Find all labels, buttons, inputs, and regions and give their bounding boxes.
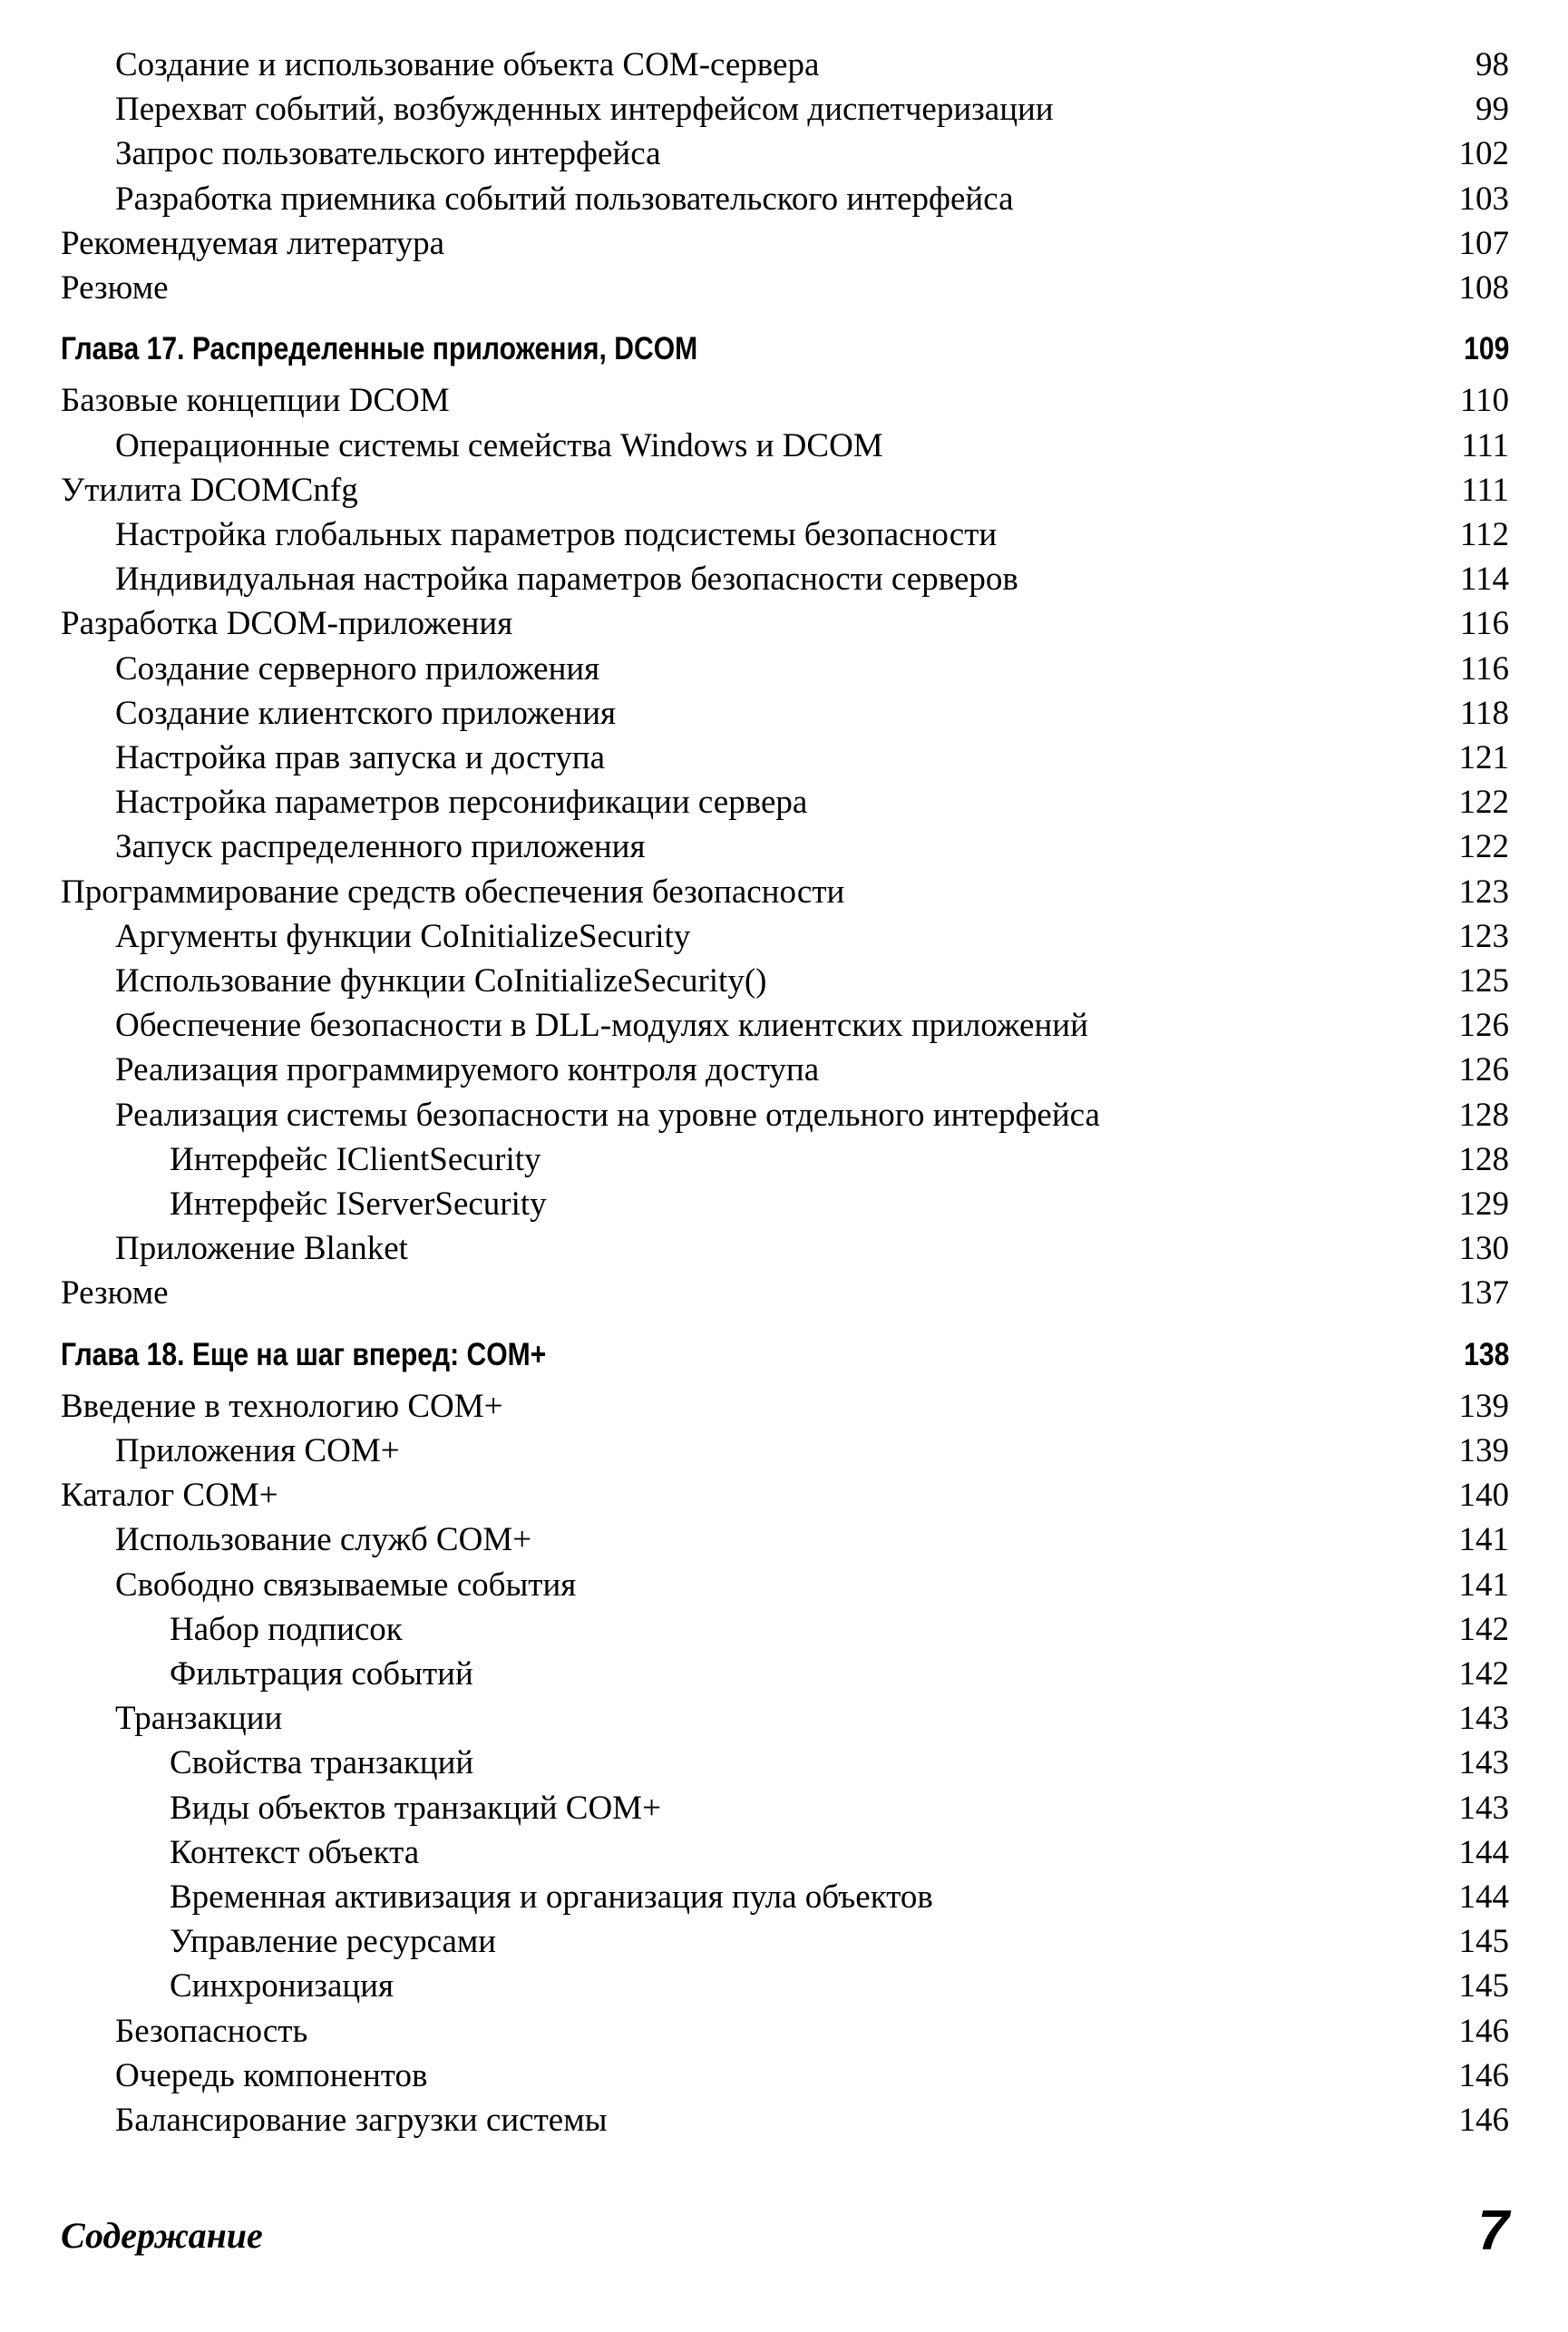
toc-entry-title: Запрос пользовательского интерфейса bbox=[115, 135, 661, 172]
toc-entry-title: Настройка прав запуска и доступа bbox=[115, 739, 606, 776]
toc-entry-title: Создание серверного приложения bbox=[115, 650, 600, 688]
toc-entry-title: Базовые концепции DCOM bbox=[61, 382, 450, 419]
toc-entry-page: 123 bbox=[1458, 873, 1509, 911]
toc-entry bbox=[0, 268, 1568, 309]
toc-entry-page: 111 bbox=[1461, 427, 1509, 464]
chapter-title: Глава 18. Еще на шаг вперед: COM+ bbox=[61, 1337, 547, 1372]
toc-entry bbox=[0, 1742, 1568, 1784]
toc-entry bbox=[0, 1386, 1568, 1428]
toc-entry-title: Использование служб COM+ bbox=[115, 1521, 532, 1558]
toc-entry-page: 144 bbox=[1458, 1878, 1509, 1916]
toc-entry-page: 123 bbox=[1458, 918, 1509, 955]
toc-entry-title: Интерфейс IClientSecurity bbox=[170, 1141, 541, 1178]
toc-entry-title: Запуск распределенного приложения bbox=[115, 828, 646, 865]
toc-entry-page: 143 bbox=[1458, 1700, 1509, 1737]
toc-entry-page: 145 bbox=[1458, 1923, 1509, 1960]
toc-entry bbox=[0, 916, 1568, 958]
toc-entry bbox=[0, 1273, 1568, 1314]
toc-entry bbox=[0, 2100, 1568, 2142]
toc-entry-page: 110 bbox=[1459, 382, 1509, 419]
toc-entry-page: 141 bbox=[1458, 1566, 1509, 1604]
page-number: 7 bbox=[1477, 2200, 1509, 2262]
toc-entry-page: 141 bbox=[1458, 1521, 1509, 1558]
toc-entry bbox=[0, 2055, 1568, 2097]
toc-entry bbox=[0, 44, 1568, 86]
toc-entry-title: Приложения COM+ bbox=[115, 1432, 400, 1469]
toc-entry-title: Перехват событий, возбужденных интерфейсом диспетчеризации bbox=[115, 91, 1054, 128]
toc-entry-title: Свободно связываемые события bbox=[115, 1566, 577, 1604]
toc-entry-page: 129 bbox=[1458, 1186, 1509, 1223]
toc-entry-page: 126 bbox=[1458, 1007, 1509, 1044]
toc-entry bbox=[0, 1475, 1568, 1517]
toc-entry-title: Каталог COM+ bbox=[61, 1477, 278, 1514]
toc-entry-page: 128 bbox=[1458, 1097, 1509, 1134]
toc-entry-title: Обеспечение безопасности в DLL-модулях клиентских приложений bbox=[115, 1007, 1088, 1044]
toc-entry-title: Свойства транзакций bbox=[170, 1744, 474, 1781]
toc-entry-page: 144 bbox=[1458, 1834, 1509, 1871]
toc-entry-title: Использование функции CoInitializeSecurity() bbox=[115, 962, 767, 1000]
toc-entry-title: Реализация системы безопасности на уровне отдельного интерфейса bbox=[115, 1097, 1100, 1134]
toc-entry-title: Аргументы функции CoInitializeSecurity bbox=[115, 918, 691, 955]
toc-entry-title: Создание и использование объекта СОМ-сервера bbox=[115, 46, 820, 83]
chapter-page-number: 109 bbox=[1463, 331, 1509, 366]
toc-entry-page: 121 bbox=[1458, 739, 1509, 776]
toc-entry-page: 145 bbox=[1458, 1967, 1509, 2005]
toc-entry-page: 98 bbox=[1475, 46, 1509, 83]
toc-entry-title: Интерфейс IServerSecurity bbox=[170, 1186, 547, 1223]
toc-entry-page: 112 bbox=[1459, 516, 1509, 553]
toc-entry-page: 146 bbox=[1458, 2013, 1509, 2050]
toc-entry-title: Синхронизация bbox=[170, 1967, 394, 2005]
toc-entry-title: Реализация программируемого контроля доступа bbox=[115, 1051, 820, 1088]
toc-entry bbox=[0, 1966, 1568, 2007]
toc-entry bbox=[0, 1228, 1568, 1270]
toc-entry-title: Рекомендуемая литература bbox=[61, 225, 445, 262]
toc-entry bbox=[0, 1184, 1568, 1225]
toc-entry-title: Фильтрация событий bbox=[170, 1655, 473, 1693]
toc-entry bbox=[0, 1565, 1568, 1606]
toc-entry-page: 122 bbox=[1458, 784, 1509, 821]
toc-entry bbox=[0, 133, 1568, 175]
toc-entry bbox=[0, 1430, 1568, 1472]
toc-entry bbox=[0, 1005, 1568, 1047]
toc-entry-page: 103 bbox=[1458, 181, 1509, 218]
toc-entry-title: Резюме bbox=[61, 1274, 169, 1312]
toc-entry bbox=[0, 603, 1568, 645]
toc-entry bbox=[0, 425, 1568, 467]
toc-entry-page: 143 bbox=[1458, 1744, 1509, 1781]
toc-entry bbox=[0, 223, 1568, 265]
toc-entry-page: 146 bbox=[1458, 2057, 1509, 2094]
toc-entry-title: Разработка DCOM-приложения bbox=[61, 605, 513, 642]
toc-entry-title: Контекст объекта bbox=[170, 1834, 420, 1871]
toc-entry-page: 125 bbox=[1458, 962, 1509, 1000]
toc-entry bbox=[0, 470, 1568, 512]
toc-entry bbox=[0, 782, 1568, 824]
running-footer-title: Содержание bbox=[61, 2215, 263, 2256]
toc-entry bbox=[0, 1832, 1568, 1874]
toc-entry-page: 122 bbox=[1458, 828, 1509, 865]
toc-entry bbox=[0, 514, 1568, 556]
toc-entry-page: 114 bbox=[1459, 561, 1509, 598]
toc-entry bbox=[0, 559, 1568, 600]
toc-entry-page: 142 bbox=[1458, 1655, 1509, 1693]
toc-entry-page: 142 bbox=[1458, 1611, 1509, 1648]
toc-entry-title: Временная активизация и организация пула объектов bbox=[170, 1878, 933, 1916]
toc-entry-title: Настройка параметров персонификации сервера bbox=[115, 784, 808, 821]
toc-entry-title: Приложение Blanket bbox=[115, 1230, 408, 1267]
toc-entry-page: 143 bbox=[1458, 1790, 1509, 1827]
toc-entry bbox=[0, 1788, 1568, 1829]
toc-entry-page: 126 bbox=[1458, 1051, 1509, 1088]
toc-entry-title: Очередь компонентов bbox=[115, 2057, 428, 2094]
toc-entry-title: Транзакции bbox=[115, 1700, 283, 1737]
chapter-heading bbox=[0, 328, 1568, 370]
toc-entry bbox=[0, 693, 1568, 735]
toc-entry-title: Управление ресурсами bbox=[170, 1923, 497, 1960]
toc-entry bbox=[0, 1921, 1568, 1963]
toc-entry bbox=[0, 1698, 1568, 1740]
toc-entry-title: Набор подписок bbox=[170, 1611, 403, 1648]
toc-entry-page: 146 bbox=[1458, 2102, 1509, 2139]
toc-entry bbox=[0, 649, 1568, 690]
toc-entry-title: Введение в технологию COM+ bbox=[61, 1388, 503, 1425]
toc-entry bbox=[0, 1877, 1568, 1918]
toc-entry bbox=[0, 1139, 1568, 1181]
toc-entry-title: Виды объектов транзакций COM+ bbox=[170, 1790, 661, 1827]
toc-entry-page: 118 bbox=[1459, 695, 1509, 732]
toc-entry bbox=[0, 826, 1568, 868]
toc-entry-title: Резюме bbox=[61, 269, 169, 307]
toc-entry-page: 140 bbox=[1458, 1477, 1509, 1514]
chapter-heading bbox=[0, 1334, 1568, 1376]
toc-entry-page: 99 bbox=[1475, 91, 1509, 128]
toc-entry-title: Создание клиентского приложения bbox=[115, 695, 617, 732]
toc-entry-page: 137 bbox=[1458, 1274, 1509, 1312]
toc-entry-page: 139 bbox=[1458, 1388, 1509, 1425]
toc-entry-title: Индивидуальная настройка параметров безопасности серверов bbox=[115, 561, 1018, 598]
toc-entry-title: Настройка глобальных параметров подсистемы безопасности bbox=[115, 516, 998, 553]
toc-entry-title: Программирование средств обеспечения безопасности bbox=[61, 873, 845, 911]
toc-entry bbox=[0, 179, 1568, 220]
toc-entry-page: 128 bbox=[1458, 1141, 1509, 1178]
toc-entry bbox=[0, 2011, 1568, 2053]
toc-entry bbox=[0, 89, 1568, 131]
toc-entry-title: Балансирование загрузки системы bbox=[115, 2102, 608, 2139]
toc-entry-page: 107 bbox=[1458, 225, 1509, 262]
chapter-page-number: 138 bbox=[1463, 1337, 1509, 1372]
toc-entry-title: Разработка приемника событий пользовательского интерфейса bbox=[115, 181, 1014, 218]
toc-entry bbox=[0, 1654, 1568, 1695]
chapter-title: Глава 17. Распределенные приложения, DCOM bbox=[61, 331, 698, 366]
toc-entry-page: 102 bbox=[1458, 135, 1509, 172]
toc-entry bbox=[0, 1519, 1568, 1561]
toc-entry bbox=[0, 1609, 1568, 1651]
toc-entry-title: Утилита DCOMCnfg bbox=[61, 472, 358, 509]
toc-entry-page: 111 bbox=[1461, 472, 1509, 509]
toc-entry-page: 116 bbox=[1459, 650, 1509, 688]
toc-entry-title: Безопасность bbox=[115, 2013, 308, 2050]
toc-entry bbox=[0, 380, 1568, 422]
toc-entry-title: Операционные системы семейства Windows и DCOM bbox=[115, 427, 883, 464]
toc-entry bbox=[0, 1049, 1568, 1091]
toc-entry bbox=[0, 737, 1568, 779]
toc-entry-page: 139 bbox=[1458, 1432, 1509, 1469]
toc-entry-page: 130 bbox=[1458, 1230, 1509, 1267]
toc-entry bbox=[0, 961, 1568, 1002]
toc-entry bbox=[0, 872, 1568, 913]
toc-entry bbox=[0, 1095, 1568, 1137]
toc-entry-page: 116 bbox=[1459, 605, 1509, 642]
toc-entry-page: 108 bbox=[1458, 269, 1509, 307]
